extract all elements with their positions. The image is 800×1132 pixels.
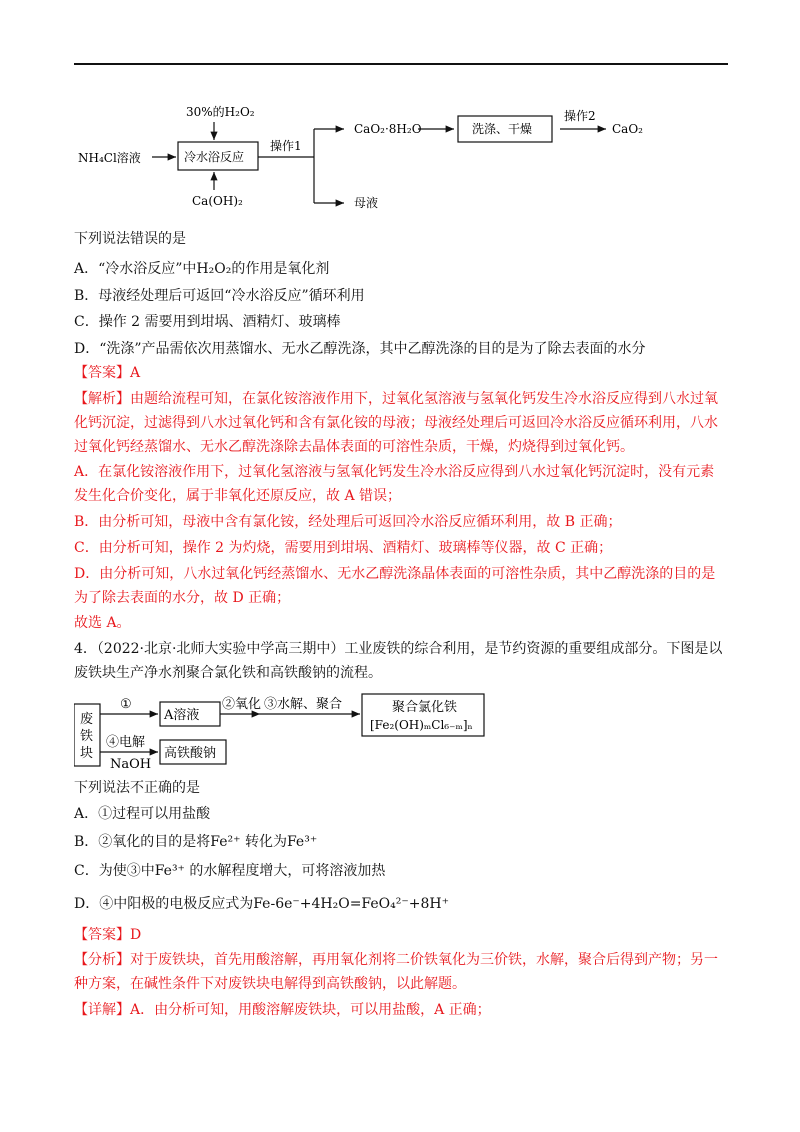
scrap-char-3: 块	[80, 746, 94, 761]
nh4cl-label: NH₄Cl溶液	[78, 151, 141, 165]
step1-label: ①	[120, 697, 132, 712]
q4-option-c: C．为使③中Fe³⁺ 的水解程度增大，可将溶液加热	[74, 863, 386, 879]
reactor-label: 冷水浴反应	[184, 150, 245, 164]
header-rule	[74, 63, 728, 65]
q4-analysis-line-1	[74, 950, 718, 970]
q3-stem: 下列说法错误的是	[74, 231, 186, 247]
product-label: CaO₂·8H₂O	[354, 122, 422, 136]
q4-option-a: A．①过程可以用盐酸	[74, 806, 211, 822]
analysis-tag: 【解析】	[74, 391, 130, 407]
q4-title-line-2: 废铁块生产净水剂聚合氯化铁和高铁酸钠的流程。	[74, 665, 382, 681]
step4-label: ④电解	[106, 735, 146, 750]
q3-choose: 故选 A。	[74, 615, 131, 631]
caoh2-label: Ca(OH)₂	[192, 194, 243, 208]
q4-analysis-line-2: 种方案，在碱性条件下对废铁块电解得到高铁酸钠，以此解题。	[74, 976, 466, 992]
naoh-label: NaOH	[110, 757, 152, 772]
final-label: CaO₂	[612, 122, 643, 136]
ferrate-label: 高铁酸钠	[164, 746, 217, 761]
answer-value: D	[130, 927, 142, 943]
q4-stem: 下列说法不正确的是	[74, 780, 200, 796]
q4-answer	[74, 925, 141, 945]
q3-analysis-line-2: 化钙沉淀，过滤得到八水过氧化钙和含有氯化铵的母液；母液经处理后可返回冷水浴反应循环利用，八水	[74, 415, 718, 431]
scrap-char-1: 废	[80, 712, 94, 727]
answer-tag: 【答案】	[74, 927, 130, 943]
q4-detail-line-1	[74, 1000, 491, 1020]
detail-tag: 【详解】	[74, 1002, 130, 1018]
q3-explain-c: C．由分析可知，操作 2 为灼烧，需要用到坩埚、酒精灯、玻璃棒等仪器，故 C 正确；	[74, 540, 613, 556]
op2-label: 操作2	[564, 109, 596, 123]
h2o2-label: 30%的H₂O₂	[186, 105, 255, 119]
q4-option-b: B．②氧化的目的是将Fe²⁺ 转化为Fe³⁺	[74, 834, 318, 850]
answer-tag: 【答案】	[74, 365, 130, 381]
q3-analysis-line-3: 过氧化钙经蒸馏水、无水乙醇洗涤除去晶体表面的可溶性杂质，干燥，灼烧得到过氧化钙。	[74, 439, 634, 455]
q3-explain-b: B．由分析可知，母液中含有氯化铵，经处理后可返回冷水浴反应循环利用，故 B 正确；	[74, 514, 622, 530]
scrap-char-2: 铁	[80, 729, 94, 744]
answer-value: A	[130, 365, 141, 381]
step3-label: ③水解、聚合	[264, 697, 343, 712]
detail-text-1: A．由分析可知，用酸溶解废铁块，可以用盐酸，A 正确；	[130, 1002, 491, 1018]
q3-option-b: B．母液经处理后可返回“冷水浴反应”循环利用	[74, 288, 365, 304]
wash-label: 洗涤、干燥	[472, 122, 533, 136]
q4-title-line-1: 4．（2022·北京·北师大实验中学高三期中）工业废铁的综合利用，是节约资源的重要组成部分。下图是以	[74, 641, 723, 657]
q3-explain-d-1: D．由分析可知，八水过氧化钙经蒸馏水、无水乙醇洗涤晶体表面的可溶性杂质，其中乙醇洗涤的目的是	[74, 566, 716, 582]
step2-label: ②氧化	[222, 697, 262, 712]
q3-answer	[74, 363, 140, 383]
op1-label: 操作1	[270, 139, 302, 153]
analysis-text-1: 由题给流程可知，在氯化铵溶液作用下，过氧化氢溶液与氢氧化钙发生冷水浴反应得到八水过氧	[130, 391, 718, 407]
q3-explain-d-2: 为了除去表面的水分，故 D 正确；	[74, 590, 291, 606]
analysis-text-1: 对于废铁块，首先用酸溶解，再用氧化剂将二价铁氧化为三价铁，水解，聚合后得到产物；另一	[130, 952, 718, 968]
q3-option-a: A．“冷水浴反应”中H₂O₂的作用是氧化剂	[74, 261, 330, 277]
analysis-tag: 【分析】	[74, 952, 130, 968]
q3-explain-a-2: 发生化合价变化，属于非氧化还原反应，故 A 错误；	[74, 488, 402, 504]
flowchart-cao2	[74, 100, 674, 220]
pfc-formula: [Fe₂(OH)ₘCl₆₋ₘ]ₙ	[370, 718, 473, 732]
q3-explain-a-1: A．在氯化铵溶液作用下，过氧化氢溶液与氢氧化钙发生冷水浴反应得到八水过氧化钙沉淀时，没有元素	[74, 464, 715, 480]
q3-option-c: C．操作 2 需要用到坩埚、酒精灯、玻璃棒	[74, 314, 341, 330]
pfc-name: 聚合氯化铁	[392, 700, 458, 715]
q3-option-d: D．“洗涤”产品需依次用蒸馏水、无水乙醇洗涤，其中乙醇洗涤的目的是为了除去表面的水分	[74, 341, 646, 357]
flowchart-scrap-iron	[74, 690, 514, 775]
mother-label: 母液	[354, 196, 379, 210]
q3-analysis-line-1	[74, 389, 718, 409]
q4-option-d: D．④中阳极的电极反应式为Fe-6e⁻+4H₂O=FeO₄²⁻+8H⁺	[74, 896, 449, 912]
a-solution-label: A溶液	[164, 708, 200, 723]
